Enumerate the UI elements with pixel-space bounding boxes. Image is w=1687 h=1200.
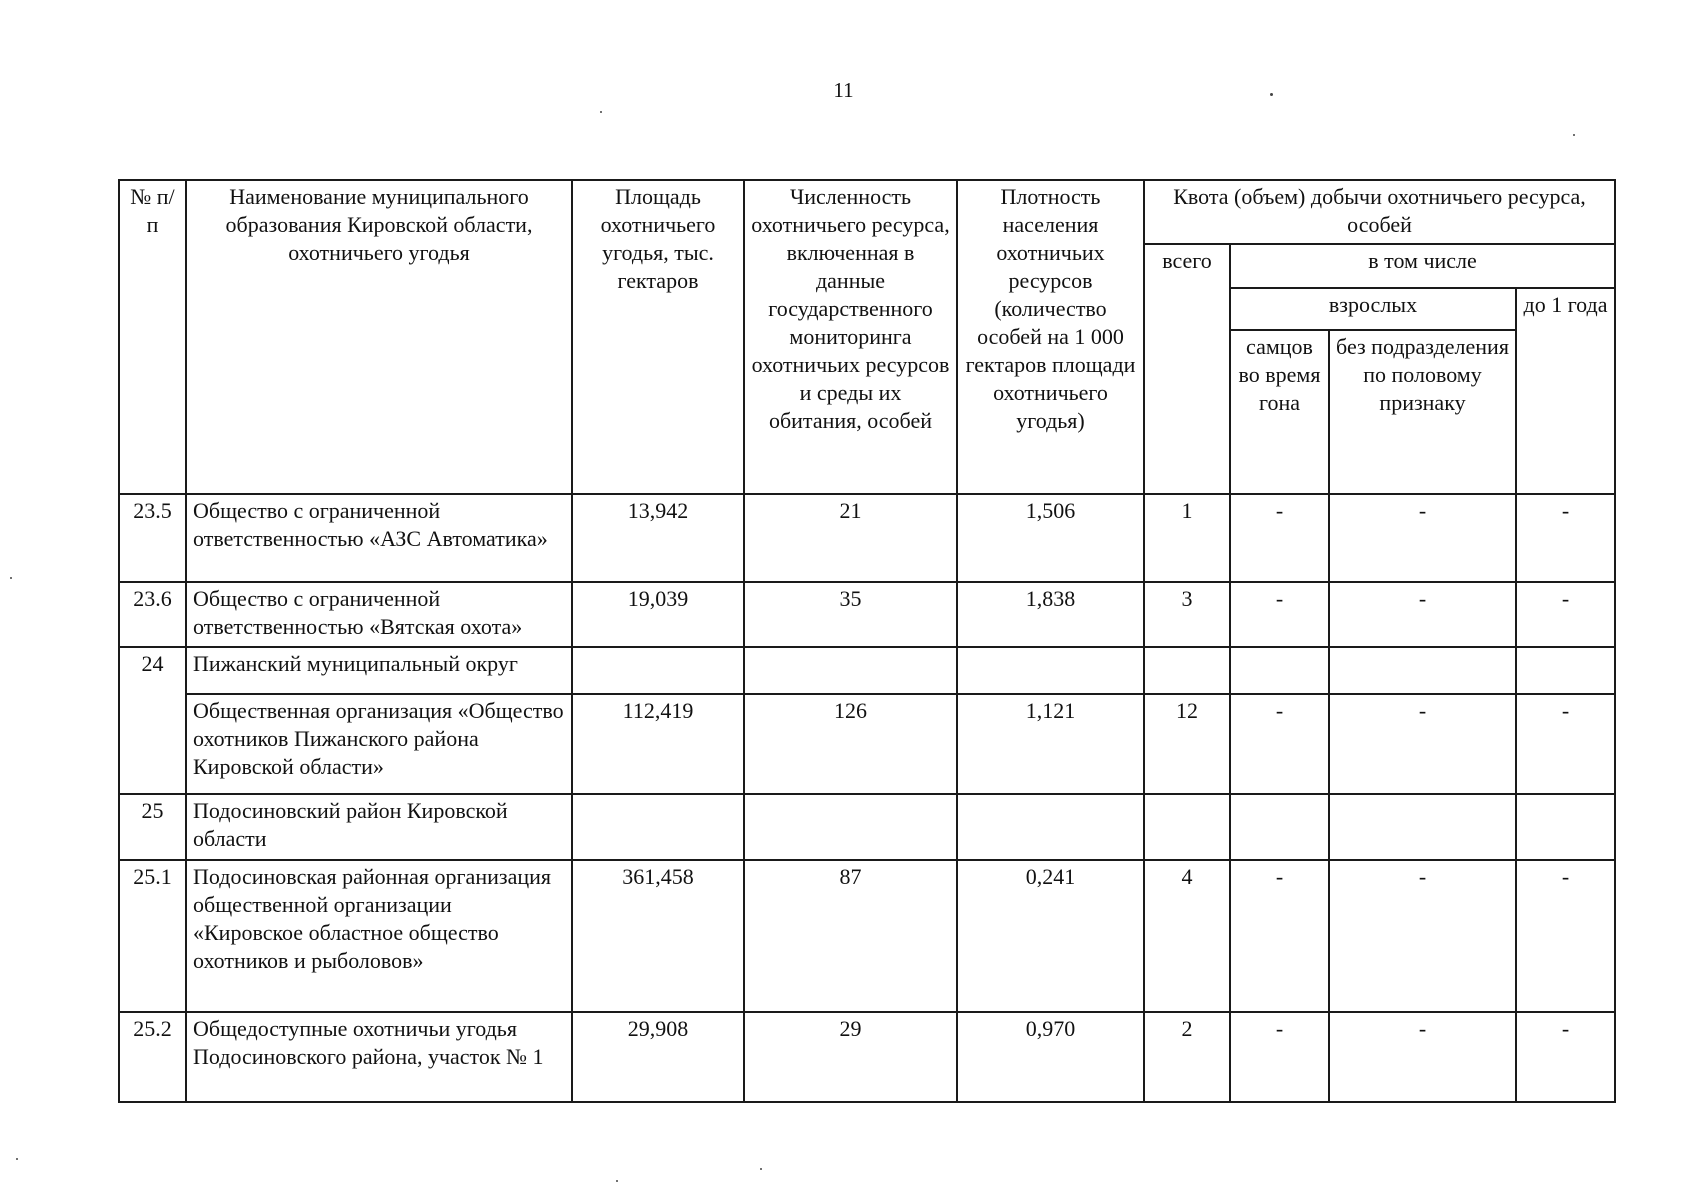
table-row [119,1012,1615,1102]
table-row [119,794,1615,860]
header-adults: взрослых [1230,288,1516,330]
row-young: - [1516,582,1615,647]
row-count: 126 [744,694,957,794]
header-total: всего [1144,244,1230,494]
row-males: - [1230,582,1329,647]
row-name: Общедоступные охотничьи угодья Подосиновского района, участок № 1 [186,1012,572,1102]
row-name: Подосиновский район Кировской области [186,794,572,860]
row-total: 12 [1144,694,1230,794]
table-header [119,180,1615,494]
row-count: 35 [744,582,957,647]
header-density: Плотность населения охотничьих ресурсов (количество особей на 1 000 гектаров площади охотничьего угодья) [957,180,1144,494]
row-total: 3 [1144,582,1230,647]
row-num: 23.5 [119,494,186,582]
row-males: - [1230,694,1329,794]
table-body [119,494,1615,1102]
header-count: Численность охотничьего ресурса, включенная в данные государственного мониторинга охотничьих ресурсов и среды их обитания, особей [744,180,957,494]
scan-speck [1270,93,1273,96]
row-area: 13,942 [572,494,744,582]
scan-speck [760,1168,762,1170]
row-total: 1 [1144,494,1230,582]
header-males-rut: самцов во время гона [1230,330,1329,494]
row-males: - [1230,860,1329,1012]
scan-speck [600,111,602,113]
row-no-sex: - [1329,694,1516,794]
row-total: 2 [1144,1012,1230,1102]
table-row [119,860,1615,1012]
row-name: Пижанский муниципальный округ [186,647,572,694]
row-area: 19,039 [572,582,744,647]
row-density: 1,838 [957,582,1144,647]
row-young: - [1516,860,1615,1012]
hunting-quota-table [118,179,1616,1103]
table-row [119,694,1615,794]
row-males: - [1230,1012,1329,1102]
row-area: 361,458 [572,860,744,1012]
row-males: - [1230,494,1329,582]
row-name: Подосиновская районная организация общественной организации «Кировское областное общество охотников и рыболовов» [186,860,572,1012]
row-young: - [1516,694,1615,794]
row-density: 1,121 [957,694,1144,794]
row-count: 87 [744,860,957,1012]
row-num: 25.2 [119,1012,186,1102]
table-row [119,582,1615,647]
row-name: Общество с ограниченной ответственностью «АЗС Автоматика» [186,494,572,582]
header-under-one-year: до 1 года [1516,288,1615,494]
row-area: 29,908 [572,1012,744,1102]
row-no-sex: - [1329,860,1516,1012]
scan-speck [16,1158,18,1160]
row-num: 25 [119,794,186,860]
row-no-sex: - [1329,582,1516,647]
header-name: Наименование муниципального образования Кировской области, охотничьего угодья [186,180,572,494]
header-including: в том числе [1230,244,1615,288]
row-num: 24 [119,647,186,794]
row-density: 0,970 [957,1012,1144,1102]
header-area: Площадь охотничьего угодья, тыс. гектаров [572,180,744,494]
header-quota: Квота (объем) добычи охотничьего ресурса, особей [1144,180,1615,244]
table-row [119,647,1615,694]
table-row [119,494,1615,582]
row-no-sex: - [1329,1012,1516,1102]
row-count: 21 [744,494,957,582]
row-area: 112,419 [572,694,744,794]
header-no-sex-division: без подразделения по половому признаку [1329,330,1516,494]
page-number: 11 [833,78,854,102]
scan-speck [1573,134,1575,136]
row-young: - [1516,494,1615,582]
row-density: 0,241 [957,860,1144,1012]
row-density: 1,506 [957,494,1144,582]
row-young: - [1516,1012,1615,1102]
row-name: Общественная организация «Общество охотников Пижанского района Кировской области» [186,694,572,794]
scan-speck [616,1180,618,1182]
row-no-sex: - [1329,494,1516,582]
row-count: 29 [744,1012,957,1102]
scan-speck [10,577,12,579]
row-num: 23.6 [119,582,186,647]
row-total: 4 [1144,860,1230,1012]
row-num: 25.1 [119,860,186,1012]
row-name: Общество с ограниченной ответственностью «Вятская охота» [186,582,572,647]
header-num: № п/п [119,180,186,494]
